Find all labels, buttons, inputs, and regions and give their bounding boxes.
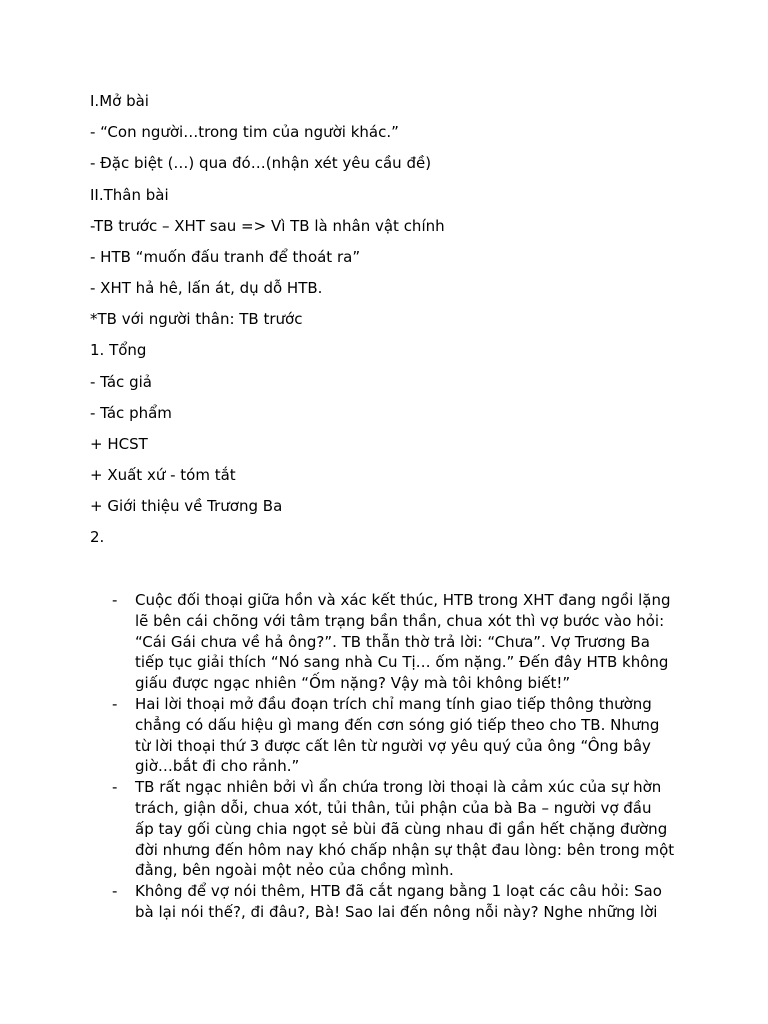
- bullet-line: chẳng có dấu hiệu gì mang đến cơn sóng gió tiếp theo cho TB. Nhưng: [135, 715, 660, 734]
- text-line: + HCST: [90, 435, 148, 453]
- bullet-line: bà lại nói thế?, đi đâu?, Bà! Sao lai đến nông nỗi này? Nghe những lời: [135, 902, 658, 921]
- bullet-marker: -: [112, 778, 118, 797]
- bullet-line: “Cái Gái chưa về hả ông?”. TB thẫn thờ trả lời: “Chưa”. Vợ Trương Ba: [135, 632, 650, 651]
- bullet-line: giờ…bắt đi cho rảnh.”: [135, 757, 300, 776]
- bullet-line: Cuộc đối thoại giữa hồn và xác kết thúc, HTB trong XHT đang ngồi lặng: [135, 591, 671, 609]
- bullet-line: trách, giận dỗi, chua xót, tủi thân, tủi phận của bà Ba – người vợ đầu: [135, 798, 652, 817]
- bullet-line: lẽ bên cái chõng với tâm trạng bần thần, chua xót thì vợ bước vào hỏi:: [135, 611, 665, 630]
- heading-mo-bai: I.Mở bài: [90, 92, 149, 110]
- text-line: - Tác giả: [90, 373, 152, 391]
- bullet-marker: -: [112, 591, 118, 609]
- bullet-marker: -: [112, 694, 118, 713]
- list-item: [112, 694, 692, 777]
- bullet-line: Hai lời thoại mở đầu đoạn trích chỉ mang tính giao tiếp thông thường: [135, 694, 652, 713]
- bullet-line: đằng, bên ngoài một nẻo của chồng mình.: [135, 861, 454, 880]
- bullet-list: [112, 590, 692, 923]
- heading-than-bai: II.Thân bài: [90, 186, 169, 204]
- text-line: - Đặc biệt (…) qua đó…(nhận xét yêu cầu đề): [90, 154, 432, 172]
- bullet-line: Không để vợ nói thêm, HTB đã cắt ngang bằng 1 loạt các câu hỏi: Sao: [135, 882, 662, 901]
- text-line: *TB với người thân: TB trước: [90, 310, 303, 328]
- bullet-line: từ lời thoại thứ 3 được cất lên từ người vợ yêu quý của ông “Ông bây: [135, 736, 651, 755]
- list-item: [112, 881, 692, 923]
- bullet-marker: -: [112, 882, 118, 901]
- text-line: 1. Tổng: [90, 341, 147, 359]
- text-line: - Tác phẩm: [90, 404, 172, 422]
- bullet-line: đời nhưng đến hôm nay khó chấp nhận sự thật đau lòng: bên trong một: [135, 840, 675, 859]
- text-line: + Giới thiệu về Trương Ba: [90, 497, 283, 515]
- text-line: - “Con người…trong tim của người khác.”: [90, 123, 399, 141]
- bullet-line: giấu được ngạc nhiên “Ốm nặng? Vậy mà tôi không biết!”: [135, 674, 571, 693]
- text-line: -TB trước – XHT sau => Vì TB là nhân vật chính: [90, 217, 445, 235]
- text-line: + Xuất xứ - tóm tắt: [90, 466, 236, 484]
- bullet-line: tiếp tục giải thích “Nó sang nhà Cu Tị… ốm nặng.” Đến đây HTB không: [135, 653, 669, 672]
- list-item: [112, 590, 692, 694]
- text-line: - XHT hả hê, lấn át, dụ dỗ HTB.: [90, 279, 323, 297]
- bullet-line: TB rất ngạc nhiên bởi vì ẩn chứa trong lời thoại là cảm xúc của sự hờn: [135, 778, 662, 797]
- bullet-line: ấp tay gối cùng chia ngọt sẻ bùi đã cùng nhau đi gần hết chặng đường: [135, 819, 668, 838]
- text-line: - HTB “muốn đấu tranh để thoát ra”: [90, 248, 361, 266]
- list-item: [112, 777, 692, 881]
- text-line: 2.: [90, 528, 105, 546]
